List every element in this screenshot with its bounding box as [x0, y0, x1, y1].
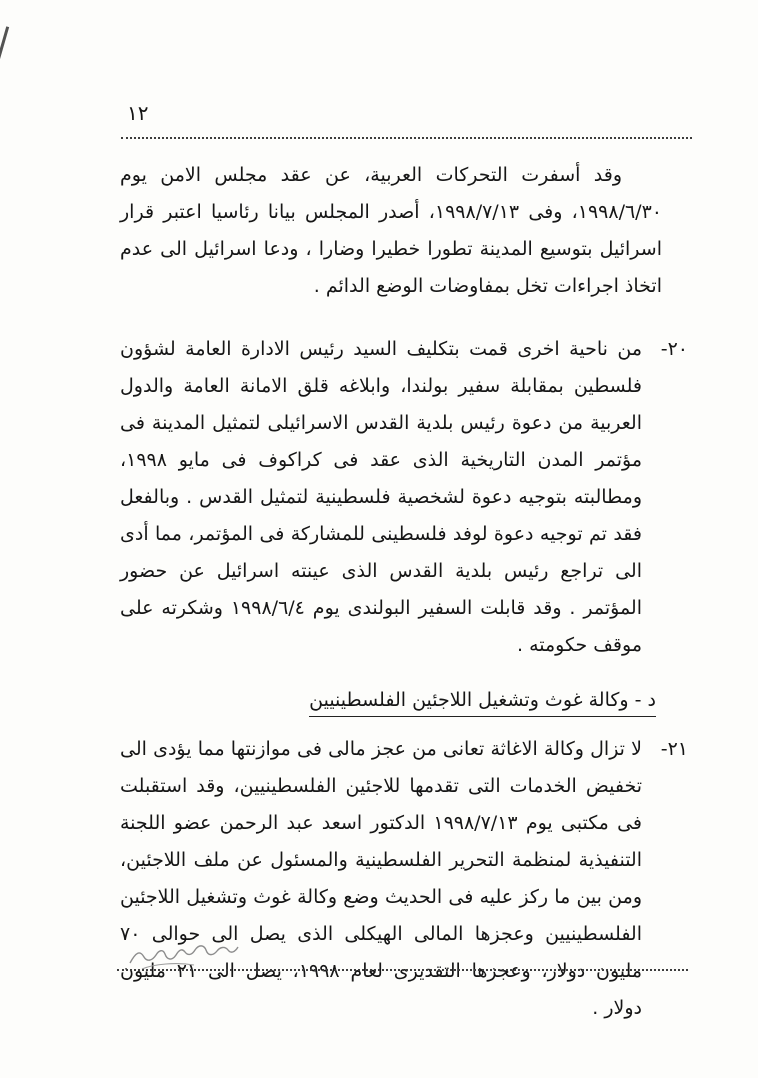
item-text: من ناحية اخرى قمت بتكليف السيد رئيس الادارة العامة لشؤون فلسطين بمقابلة سفير بولندا، وابلاغه قلق الامانة العامة والدول العربية من دعوة رئيس بلدية القدس الاسرائيلى لتمثيل المدينة فى مؤتمر المدن التاريخية الذى عقد فى كراكوف فى مايو ١٩٩٨، ومطالبته بتوجيه دعوة لشخصية فلسطينية لتمثيل القدس . وبالفعل فقد تم توجيه دعوة لوفد فلسطينى للمشاركة فى المؤتمر، مما أدى الى تراجع رئيس بلدية القدس الذى عينته اسرائيل عن حضور المؤتمر . وقد قابلت السفير البولندى يوم ١٩٩٨/٦/٤ وشكرته على موقف حكومته .: [120, 338, 642, 656]
section-heading: [120, 682, 656, 719]
item-marker: ٢٠-: [660, 338, 688, 360]
top-divider: [121, 137, 692, 139]
item-marker: ٢١-: [660, 738, 688, 760]
numbered-item-21: [120, 731, 688, 1027]
document-body: [120, 157, 688, 1027]
numbered-item-20: [120, 331, 688, 664]
bottom-divider: [117, 969, 688, 971]
item-text: لا تزال وكالة الاغاثة تعانى من عجز مالى فى موازنتها مما يؤدى الى تخفيض الخدمات التى تقدمها للاجئين الفلسطينيين، وقد استقبلت فى مكتبى يوم ١٩٩٨/٧/١٣ الدكتور اسعد عبد الرحمن عضو اللجنة التنفيذية لمنظمة التحرير الفلسطينية والمسئول عن ملف اللاجئين، ومن بين ما ركز عليه فى الحديث وضع وكالة غوث وتشغيل اللاجئين الفلسطينيين وعجزها المالى الهيكلى الذى يصل الى حوالى ٧٠ مليون دولار، وعجزها التقديرى لعام ١٩٩٨، يصل الى ٢١ مليون دولار .: [120, 738, 643, 1019]
handwritten-note-scribble: [126, 939, 244, 977]
intro-paragraph: وقد أسفرت التحركات العربية، عن عقد مجلس الامن يوم ١٩٩٨/٦/٣٠، وفى ١٩٩٨/٧/١٣، أصدر المجلس بيانا رئاسيا اعتبر قرار اسرائيل بتوسيع المدينة تطورا خطيرا وضارا ، ودعا اسرائيل الى عدم اتخاذ اجراءات تخل بمفاوضات الوضع الدائم .: [120, 164, 662, 297]
page-number: ١٢: [127, 101, 149, 125]
section-heading-text: د - وكالة غوث وتشغيل اللاجئين الفلسطينيين: [309, 689, 656, 717]
scan-artifact: [0, 26, 9, 63]
